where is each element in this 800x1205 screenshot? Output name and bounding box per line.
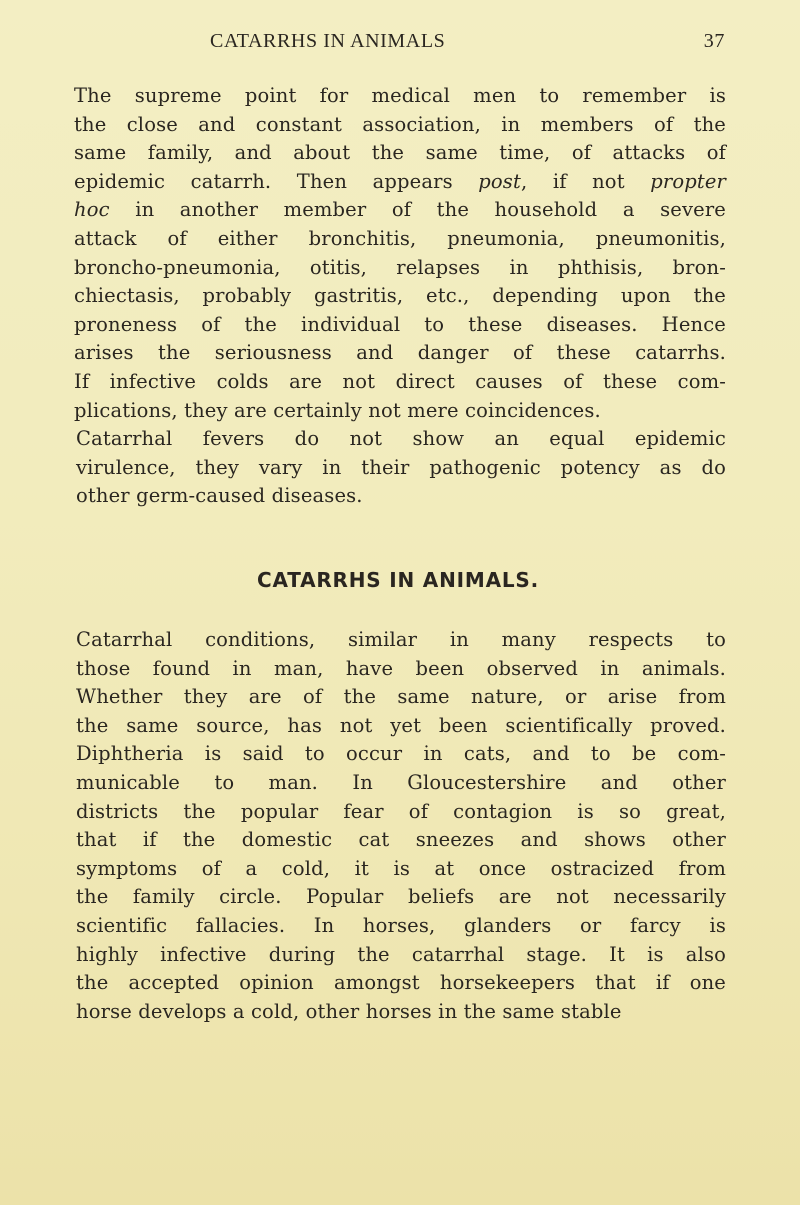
section-heading (0, 568, 800, 592)
text-line: broncho-pneumonia, otitis, relapses in phthisis, bron- (74, 255, 726, 279)
text-fragment: in another member of the household a severe (109, 198, 726, 222)
text-line: chiectasis, probably gastritis, etc., depending upon the (74, 284, 726, 308)
text-line: arises the seriousness and danger of these catarrhs. (74, 341, 726, 365)
text-fragment: epidemic catarrh. Then appears (74, 169, 479, 193)
text-line: Whether they are of the same nature, or arise from (76, 685, 726, 709)
text-line: the accepted opinion amongst horsekeepers that if one (76, 971, 726, 995)
text-line: the close and constant association, in members of the (74, 112, 726, 136)
text-line: attack of either bronchitis, pneumonia, pneumonitis, (74, 226, 726, 250)
section-heading-text: CATARRHS IN ANIMALS. (256, 568, 539, 592)
text-line: that if the domestic cat sneezes and shows other (76, 828, 726, 852)
italic-hoc: hoc (74, 198, 110, 222)
text-line: highly infective during the catarrhal stage. It is also (76, 942, 726, 966)
text-line: Catarrhal conditions, similar in many respects to (76, 628, 726, 651)
running-head (0, 30, 800, 58)
text-line: the family circle. Popular beliefs are not necessarily (76, 885, 726, 909)
text-line: virulence, they vary in their pathogenic potency as do (76, 455, 726, 479)
text-line: the same source, has not yet been scientifically proved. (76, 713, 726, 737)
text-line (74, 168, 726, 197)
text-line: horse develops a cold, other horses in the same stable (76, 999, 622, 1023)
paragraph-catarrhal-fevers (74, 425, 726, 511)
bottom-text-block (74, 626, 726, 1026)
text-line: Diphtheria is said to occur in cats, and to be com- (76, 742, 726, 766)
text-line: The supreme point for medical men to remember is (74, 84, 726, 107)
text-line: other germ-caused diseases. (76, 484, 363, 508)
text-line: Catarrhal fevers do not show an equal epidemic (76, 427, 726, 451)
text-line: proneness of the individual to these diseases. Hence (74, 312, 726, 336)
running-title: CATARRHS IN ANIMALS (210, 30, 446, 52)
paragraph-catarrhs-in-animals (74, 626, 726, 1026)
text-line: municable to man. In Gloucestershire and other (76, 770, 726, 794)
text-line: scientific fallacies. In horses, glanders or farcy is (76, 913, 726, 937)
text-line: same family, and about the same time, of attacks of (74, 141, 726, 165)
italic-propter: propter (650, 169, 726, 193)
text-fragment: , if not (520, 169, 651, 193)
text-line: plications, they are certainly not mere coincidences. (74, 398, 601, 422)
page-number: 37 (703, 30, 725, 52)
text-line (74, 196, 726, 225)
text-line: symptoms of a cold, it is at once ostracized from (76, 856, 726, 880)
italic-post: post (478, 169, 521, 193)
text-line: those found in man, have been observed in animals. (76, 656, 726, 680)
text-line: If infective colds are not direct causes of these com- (74, 369, 726, 393)
top-text-block (74, 82, 726, 511)
paragraph-medical-association (74, 82, 726, 425)
text-line: districts the popular fear of contagion is so great, (76, 799, 726, 823)
